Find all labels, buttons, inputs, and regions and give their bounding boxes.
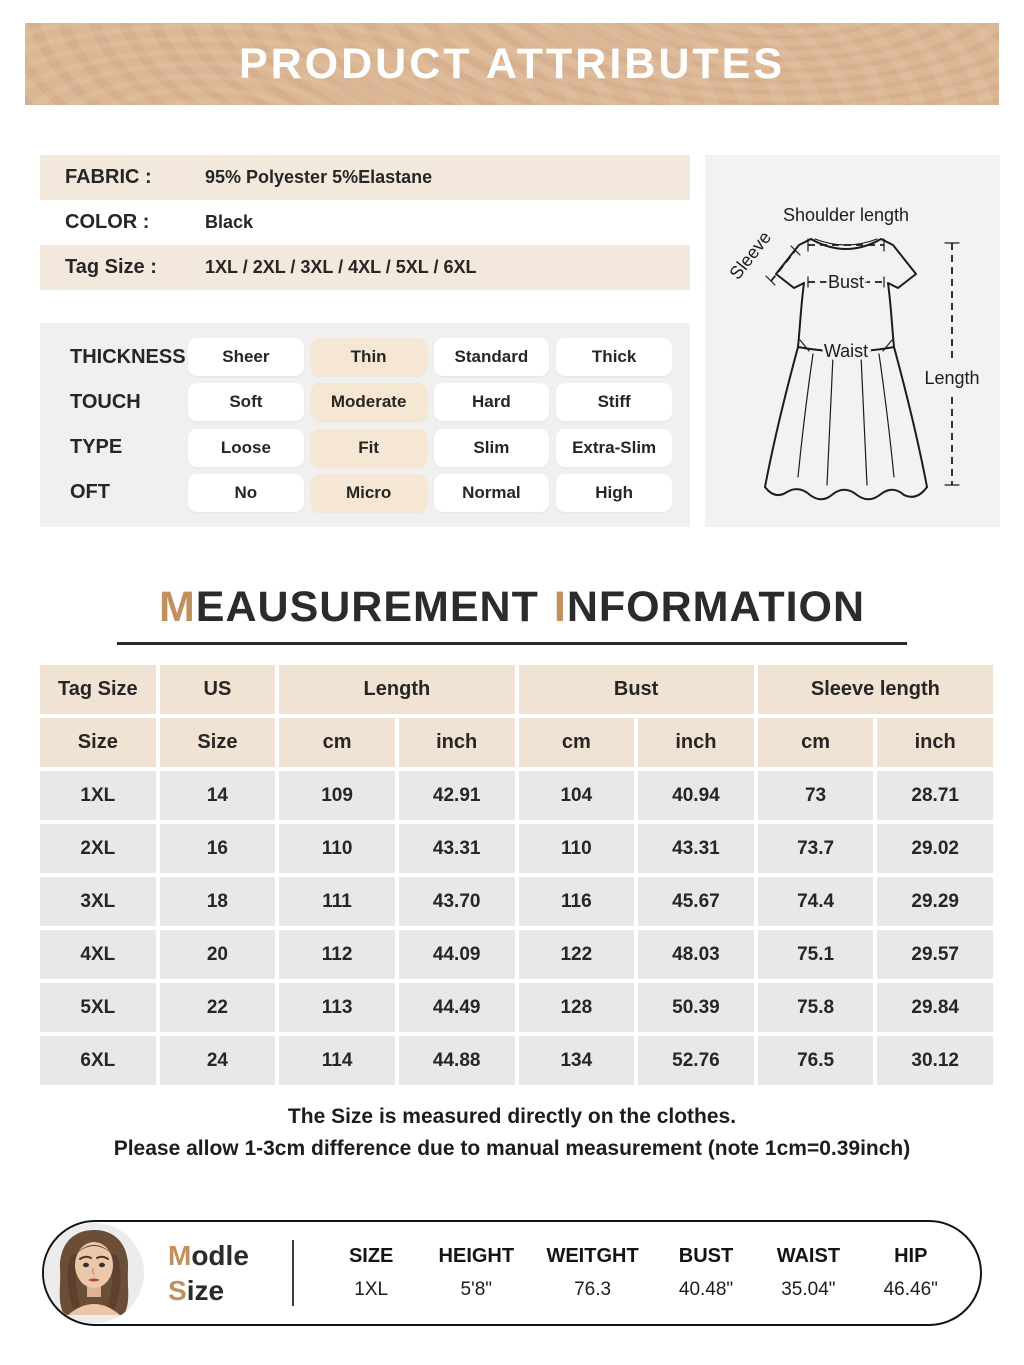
table-cell: 4XL	[40, 930, 156, 979]
table-cell: 29.02	[877, 824, 993, 873]
sleeve-label: Sleeve	[725, 227, 776, 284]
table-cell: 29.29	[877, 877, 993, 926]
table-cell: 52.76	[638, 1036, 754, 1085]
option-moderate[interactable]: Moderate	[311, 383, 427, 421]
table-cell: 1XL	[40, 771, 156, 820]
table-cell: 30.12	[877, 1036, 993, 1085]
stat-hip	[876, 1245, 946, 1301]
model-portrait-icon	[44, 1223, 144, 1323]
title-accent-m: M	[158, 583, 196, 631]
stat-height-label: HEIGHT	[438, 1245, 515, 1267]
table-cell: 28.71	[877, 771, 993, 820]
touch-row	[40, 383, 672, 421]
option-slim[interactable]: Slim	[434, 429, 550, 467]
table-cell: 6XL	[40, 1036, 156, 1085]
subheader-bust-cm: cm	[519, 718, 635, 767]
measurement-note	[0, 1101, 1024, 1164]
table-cell: 112	[279, 930, 395, 979]
measurement-title	[0, 583, 1024, 632]
col-header-bust: Bust	[519, 665, 754, 714]
stat-waist	[773, 1245, 843, 1301]
stat-bust-label: BUST	[678, 1245, 734, 1267]
table-cell: 134	[519, 1036, 635, 1085]
subheader-sleeve-inch: inch	[877, 718, 993, 767]
table-cell: 116	[519, 877, 635, 926]
stat-weight	[546, 1245, 638, 1301]
col-header-us: US	[160, 665, 276, 714]
tag-size-label: Tag Size :	[65, 256, 157, 278]
touch-label: TOUCH	[70, 390, 141, 413]
thickness-label: THICKNESS	[70, 345, 186, 368]
stat-waist-value: 35.04"	[781, 1279, 836, 1300]
measurement-section	[0, 583, 1024, 645]
option-micro[interactable]: Micro	[311, 474, 427, 512]
option-normal[interactable]: Normal	[434, 474, 550, 512]
table-cell: 14	[160, 771, 276, 820]
model-bar-divider	[292, 1240, 294, 1306]
model-name-accent: M	[168, 1240, 192, 1271]
stat-waist-label: WAIST	[776, 1245, 841, 1267]
model-size-accent: S	[168, 1275, 187, 1306]
color-row	[40, 200, 690, 245]
stat-height	[439, 1245, 515, 1301]
table-cell: 43.31	[638, 824, 754, 873]
table-cell: 24	[160, 1036, 276, 1085]
table-cell: 43.70	[399, 877, 515, 926]
table-cell: 122	[519, 930, 635, 979]
option-loose[interactable]: Loose	[188, 429, 304, 467]
dress-measurement-diagram	[705, 155, 1000, 527]
title-accent-i: I	[553, 583, 567, 631]
subheader-length-cm: cm	[279, 718, 395, 767]
upper-content	[40, 155, 1000, 527]
table-cell: 114	[279, 1036, 395, 1085]
table-cell: 73.7	[758, 824, 874, 873]
table-cell: 18	[160, 877, 276, 926]
size-table	[40, 665, 993, 1085]
option-thin[interactable]: Thin	[311, 338, 427, 376]
tag-size-value: 1XL / 2XL / 3XL / 4XL / 5XL / 6XL	[205, 257, 477, 277]
note-line-2: Please allow 1-3cm difference due to manual measurement (note 1cm=0.39inch)	[113, 1136, 911, 1160]
table-cell: 113	[279, 983, 395, 1032]
fabric-row	[40, 155, 690, 200]
table-cell: 3XL	[40, 877, 156, 926]
header-band	[25, 23, 999, 105]
title-rest1: EAUSUREMENT	[195, 583, 539, 631]
oft-row	[40, 474, 672, 512]
model-size-title	[168, 1238, 290, 1308]
title-rest2: NFORMATION	[566, 583, 866, 631]
color-label: COLOR :	[65, 211, 150, 233]
subheader-bust-inch: inch	[638, 718, 754, 767]
table-cell: 104	[519, 771, 635, 820]
table-cell: 44.88	[399, 1036, 515, 1085]
tag-size-row	[40, 245, 690, 290]
table-cell: 109	[279, 771, 395, 820]
table-cell: 29.57	[877, 930, 993, 979]
subheader-size: Size	[40, 718, 156, 767]
table-cell: 5XL	[40, 983, 156, 1032]
table-cell: 29.84	[877, 983, 993, 1032]
subheader-size-us: Size	[160, 718, 276, 767]
table-cell: 73	[758, 771, 874, 820]
stat-bust-value: 40.48"	[678, 1279, 734, 1300]
stat-size-label: SIZE	[348, 1245, 394, 1267]
note-line-1: The Size is measured directly on the clothes.	[287, 1105, 737, 1128]
stat-hip-label: HIP	[894, 1245, 928, 1267]
table-cell: 16	[160, 824, 276, 873]
touch-options	[188, 383, 672, 421]
subheader-sleeve-cm: cm	[758, 718, 874, 767]
table-cell: 128	[519, 983, 635, 1032]
table-cell: 50.39	[638, 983, 754, 1032]
table-cell: 22	[160, 983, 276, 1032]
option-stiff[interactable]: Stiff	[556, 383, 672, 421]
stat-weight-label: WEITGHT	[546, 1245, 639, 1267]
fabric-label: FABRIC :	[65, 166, 152, 188]
shoulder-length-label: Shoulder length	[782, 205, 910, 225]
table-cell: 76.5	[758, 1036, 874, 1085]
option-thick[interactable]: Thick	[556, 338, 672, 376]
option-soft[interactable]: Soft	[188, 383, 304, 421]
table-cell: 75.1	[758, 930, 874, 979]
length-label: Length	[924, 368, 980, 388]
stat-height-value: 5'8"	[460, 1279, 493, 1300]
col-header-length: Length	[279, 665, 514, 714]
title-underline	[117, 642, 907, 645]
waist-label: Waist	[823, 341, 869, 361]
oft-label: OFT	[70, 481, 110, 504]
table-cell: 44.09	[399, 930, 515, 979]
option-fit[interactable]: Fit	[311, 429, 427, 467]
table-cell: 110	[519, 824, 635, 873]
table-cell: 75.8	[758, 983, 874, 1032]
option-standard[interactable]: Standard	[434, 338, 550, 376]
oft-options	[188, 474, 672, 512]
stat-hip-value: 46.46"	[883, 1279, 938, 1300]
col-header-tag-size: Tag Size	[40, 665, 156, 714]
option-extra-slim[interactable]: Extra-Slim	[556, 429, 672, 467]
table-cell: 2XL	[40, 824, 156, 873]
attribute-panel	[40, 323, 690, 527]
model-stats	[302, 1245, 980, 1301]
option-sheer[interactable]: Sheer	[188, 338, 304, 376]
table-cell: 45.67	[638, 877, 754, 926]
model-name-rest: odle	[191, 1240, 249, 1271]
option-hard[interactable]: Hard	[434, 383, 550, 421]
table-cell: 111	[279, 877, 395, 926]
dress-sketch-icon	[705, 155, 1000, 527]
table-cell: 44.49	[399, 983, 515, 1032]
model-size-rest: ize	[186, 1275, 225, 1306]
table-cell: 20	[160, 930, 276, 979]
stat-bust	[671, 1245, 741, 1301]
stat-size	[336, 1245, 406, 1301]
table-cell: 42.91	[399, 771, 515, 820]
attributes-column	[40, 155, 690, 527]
option-high[interactable]: High	[556, 474, 672, 512]
page-title: PRODUCT ATTRIBUTES	[238, 39, 786, 88]
model-avatar	[44, 1223, 144, 1323]
table-cell: 40.94	[638, 771, 754, 820]
stat-size-value: 1XL	[354, 1279, 389, 1300]
fabric-value: 95% Polyester 5%Elastane	[205, 167, 433, 187]
type-options	[188, 429, 672, 467]
col-header-sleeve-length: Sleeve length	[758, 665, 993, 714]
thickness-row	[40, 338, 672, 376]
table-cell: 48.03	[638, 930, 754, 979]
table-cell: 110	[279, 824, 395, 873]
type-label: TYPE	[70, 436, 123, 459]
type-row	[40, 429, 672, 467]
color-value: Black	[205, 212, 254, 232]
table-cell: 74.4	[758, 877, 874, 926]
stat-weight-value: 76.3	[574, 1279, 612, 1300]
option-no[interactable]: No	[188, 474, 304, 512]
thickness-options	[188, 338, 672, 376]
subheader-length-inch: inch	[399, 718, 515, 767]
table-cell: 43.31	[399, 824, 515, 873]
model-size-bar	[42, 1220, 982, 1326]
bust-label: Bust	[827, 272, 865, 292]
